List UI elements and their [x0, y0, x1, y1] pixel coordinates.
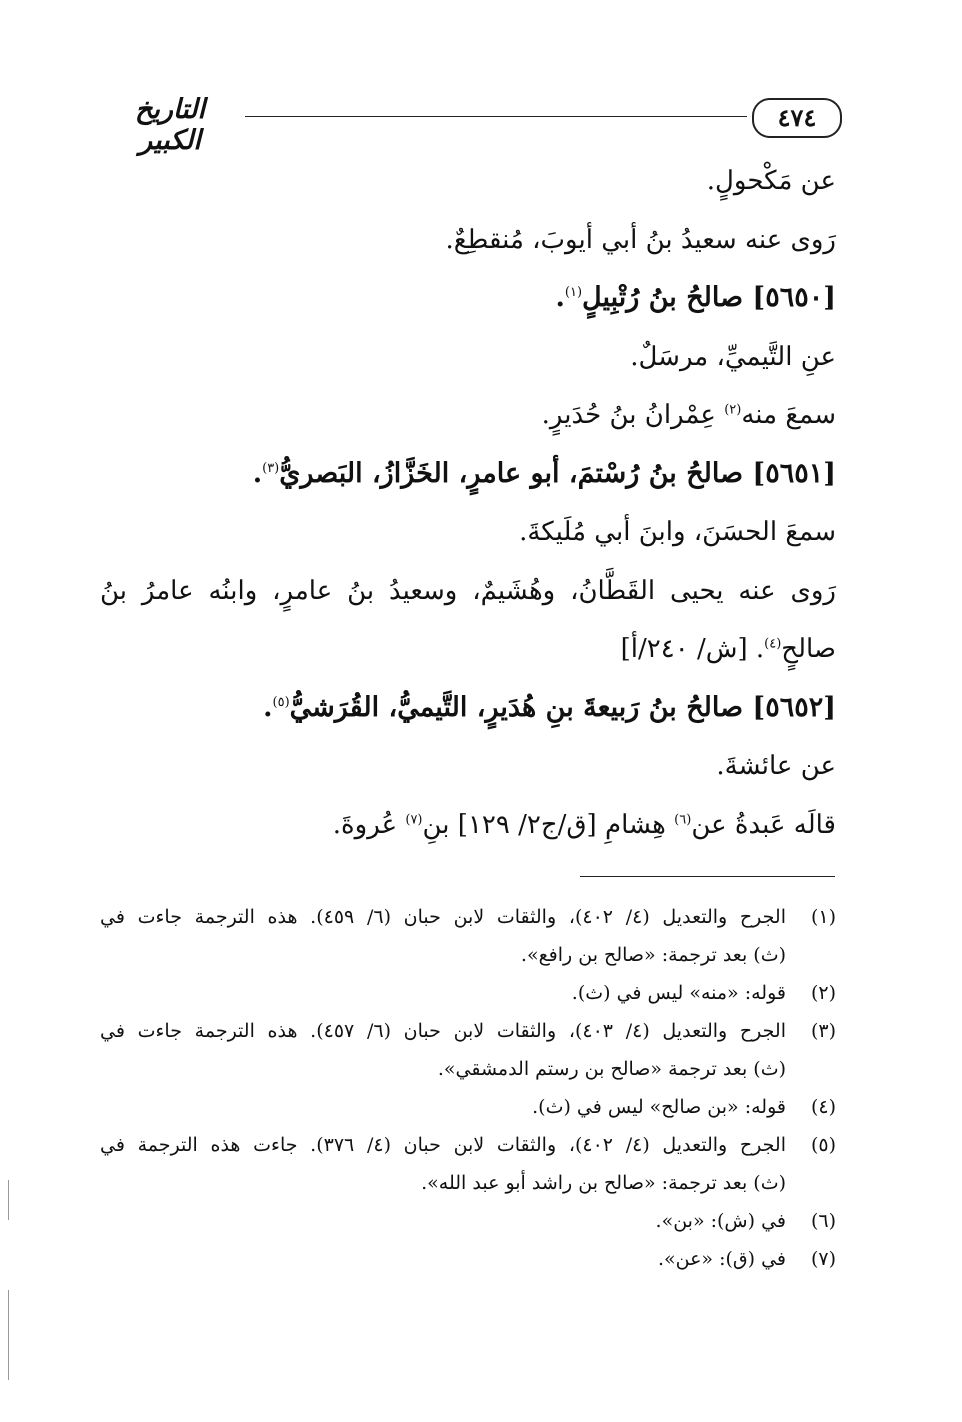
footnote [100, 1240, 836, 1278]
entry-title: [٥٦٥٢] صالحُ بنُ رَبيعةَ بنِ هُدَيرٍ، التَّيميُّ، القُرَشيُّ [289, 691, 836, 723]
line-text: هِشامِ [ق/ج٢/ ١٢٩] بنِ [422, 809, 675, 840]
text-line [100, 620, 836, 679]
footnote-ref[interactable]: (٧) [405, 811, 423, 827]
line-text: رَوى عنه سعيدُ بنُ أبي أيوبَ، مُنقطِعٌ. [445, 224, 836, 255]
line-tail: . [555, 282, 565, 313]
header-rule [245, 116, 747, 117]
text-line [100, 503, 836, 562]
main-text [100, 152, 836, 854]
page-number: ٤٧٤ [752, 98, 842, 138]
scan-margin-mark [8, 1290, 9, 1380]
footnote [100, 1202, 836, 1240]
footnote-text [100, 1088, 786, 1126]
footnote-line: (ث) بعد ترجمة «صالح بن رستم الدمشقي». [437, 1058, 786, 1080]
footnote-text [100, 1202, 786, 1240]
footnote-text [100, 1012, 786, 1088]
footnote-ref[interactable]: (٤) [764, 636, 782, 652]
book-title: التاريخ الكبير [134, 94, 206, 156]
footnote-ref[interactable]: (٣) [262, 460, 280, 476]
footnote-text [100, 974, 786, 1012]
footnote-separator [580, 876, 835, 877]
line-text: عن مَكْحولٍ. [706, 166, 836, 196]
footnote [100, 898, 836, 974]
footnote-line: (ث) بعد ترجمة: «صالح بن رافع». [520, 944, 786, 966]
footnote [100, 1088, 836, 1126]
footnote-line: في (ش): «بن». [655, 1210, 786, 1232]
line-text: سمعَ منه [741, 400, 836, 430]
entry-title: [٥٦٥١] صالحُ بنُ رُسْتمَ، أبو عامرٍ، الخَزَّازُ، البَصريُّ [279, 457, 836, 489]
text-line [100, 328, 836, 387]
line-tail: . [263, 691, 273, 723]
footnote-text [100, 898, 786, 974]
line-text: عنِ التَّيميِّ، مرسَلٌ. [630, 341, 836, 372]
footnote [100, 1012, 836, 1088]
footnote-number: (٦) [810, 1210, 836, 1232]
line-text: رَوى عنه يحيى القَطَّانُ، وهُشَيمٌ، وسعيدُ بنُ عامرٍ، وابنُه عامرُ بنُ [100, 575, 836, 606]
footnote-number: (٢) [810, 982, 836, 1004]
footnote-text [100, 1126, 786, 1202]
scan-margin-mark [8, 1180, 9, 1220]
line-text: صالحٍ [781, 634, 836, 664]
text-line [100, 211, 836, 270]
line-text: عِمْرانُ بنُ حُدَيرٍ. [541, 400, 725, 430]
footnote-ref[interactable]: (٢) [724, 402, 742, 418]
footnotes [100, 898, 836, 1278]
footnote-ref[interactable]: (٥) [272, 694, 290, 710]
text-line [100, 737, 836, 796]
footnote-ref[interactable]: (٦) [674, 811, 692, 827]
footnote [100, 1126, 836, 1202]
footnote-number: (١) [810, 906, 836, 928]
footnote-line: قوله: «منه» ليس في (ث). [571, 982, 786, 1004]
entry-heading [100, 445, 836, 504]
footnote-number: (٥) [810, 1134, 836, 1156]
footnote-number: (٧) [810, 1248, 836, 1270]
footnote-line: (ث) بعد ترجمة: «صالح بن راشد أبو عبد الله». [421, 1172, 786, 1194]
footnote-number: (٣) [810, 1020, 836, 1042]
line-text: سمعَ الحسَنَ، وابنَ أبي مُلَيكةَ. [519, 517, 836, 547]
entry-heading [100, 269, 836, 328]
entry-heading [100, 679, 836, 738]
footnote-number: (٤) [810, 1096, 836, 1118]
line-text: قالَه عَبدةُ عن [691, 809, 836, 840]
footnote-text [100, 1240, 786, 1278]
footnote-line: في (ق): «عن». [657, 1248, 786, 1270]
entry-title: [٥٦٥٠] صالحُ بنُ رُتْبِيلٍ [582, 282, 836, 313]
footnote-line: قوله: «بن صالح» ليس في (ث). [532, 1096, 786, 1118]
footnote-ref[interactable]: (١) [564, 285, 583, 300]
footnote-line: الجرح والتعديل (٤/ ٤٠٢)، والثقات لابن حبان (٤/ ٣٧٦). جاءت هذه الترجمة في [100, 1134, 786, 1156]
text-line [100, 562, 836, 621]
line-text: . [ش/ ٢٤٠/أ] [620, 634, 765, 664]
page-header [100, 92, 842, 156]
text-line [100, 152, 836, 211]
footnote-line: الجرح والتعديل (٤/ ٤٠٣)، والثقات لابن حبان (٦/ ٤٥٧). هذه الترجمة جاءت في [100, 1020, 786, 1042]
line-text: عن عائشةَ. [716, 751, 836, 781]
footnote [100, 974, 836, 1012]
line-tail: . [252, 457, 263, 489]
footnote-line: الجرح والتعديل (٤/ ٤٠٢)، والثقات لابن حبان (٦/ ٤٥٩). هذه الترجمة جاءت في [100, 906, 786, 928]
text-line [100, 796, 836, 855]
line-text: عُروةَ. [332, 809, 406, 840]
text-line [100, 386, 836, 445]
